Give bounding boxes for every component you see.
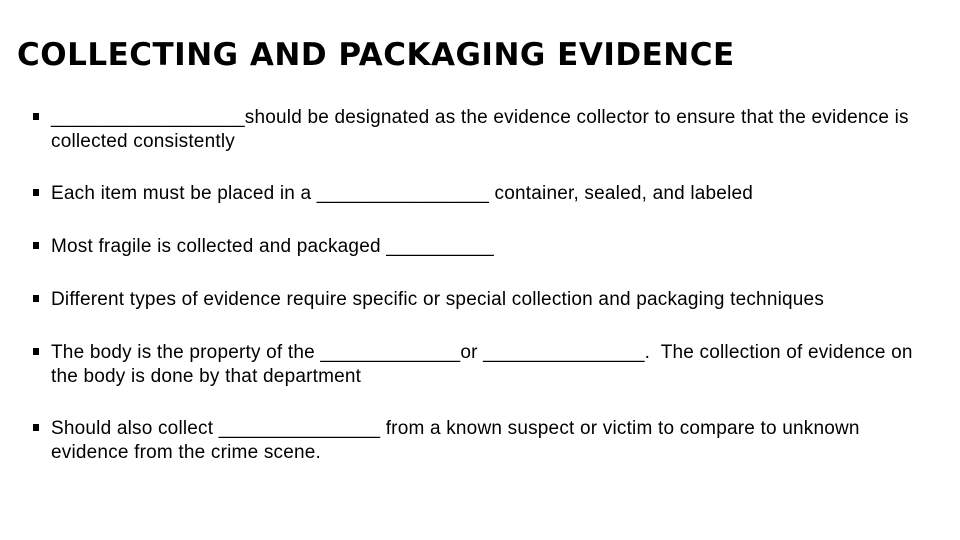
- square-bullet-icon: [33, 424, 40, 432]
- bullet-item: [33, 182, 938, 206]
- slide-title: COLLECTING AND PACKAGING EVIDENCE: [17, 37, 735, 73]
- bullet-text: Each item must be placed in a ________________ container, sealed, and labeled: [51, 183, 754, 204]
- bullet-text: Different types of evidence require specific or special collection and packaging techniques: [51, 289, 825, 310]
- square-bullet-icon: [33, 189, 40, 197]
- bullet-text: __________________should be designated as the evidence collector to ensure that the evidence is collected consistently: [51, 107, 915, 152]
- square-bullet-icon: [33, 242, 40, 250]
- bullet-text: The body is the property of the _____________or _______________. The collection of evidence on the body is done by that department: [51, 342, 919, 387]
- square-bullet-icon: [33, 348, 40, 356]
- bullet-item: [33, 341, 938, 389]
- bullet-item: [33, 106, 938, 154]
- bullet-item: [33, 417, 938, 465]
- square-bullet-icon: [33, 295, 40, 303]
- bullet-text: Should also collect _______________ from a known suspect or victim to compare to unknown evidence from the crime scene.: [51, 418, 866, 463]
- bullet-item: [33, 288, 938, 312]
- square-bullet-icon: [33, 113, 40, 121]
- bullet-item: [33, 235, 938, 259]
- bullet-text: Most fragile is collected and packaged __________: [51, 236, 494, 257]
